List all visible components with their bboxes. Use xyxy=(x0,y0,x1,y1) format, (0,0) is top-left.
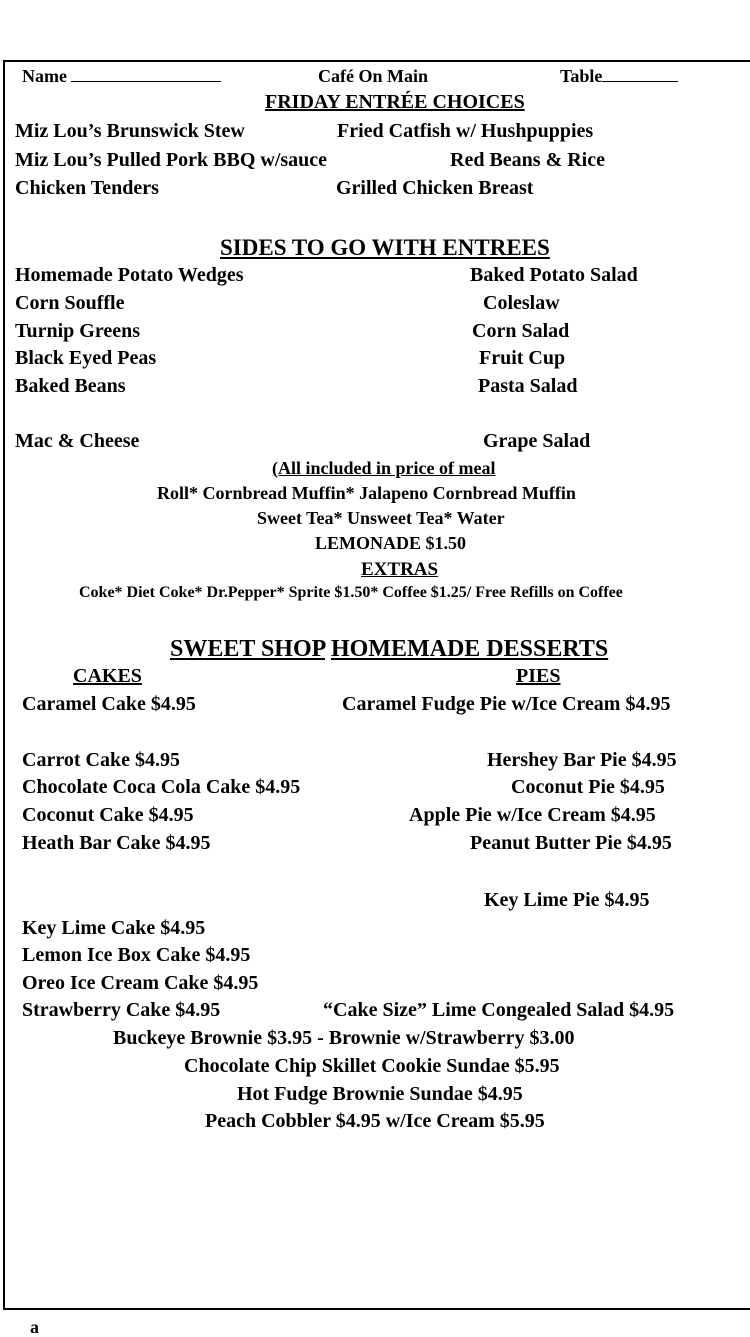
included-title: (All included in price of meal xyxy=(272,458,496,478)
side-item: Fruit Cup xyxy=(479,347,566,369)
special-item: Buckeye Brownie $3.95 - Brownie w/Strawberry $3.00 xyxy=(113,1027,575,1049)
sides-title: SIDES TO GO WITH ENTREES xyxy=(220,235,550,260)
pie-item: “Cake Size” Lime Congealed Salad $4.95 xyxy=(323,999,675,1021)
name-blank[interactable] xyxy=(71,67,221,82)
pies-title: PIES xyxy=(516,665,561,687)
side-item: Corn Salad xyxy=(472,320,570,342)
side-item: Black Eyed Peas xyxy=(15,347,157,369)
entree-item: Chicken Tenders xyxy=(15,177,159,199)
side-item: Pasta Salad xyxy=(478,375,578,397)
entree-item: Red Beans & Rice xyxy=(450,149,605,171)
side-item: Corn Souffle xyxy=(15,292,125,314)
footer-divider xyxy=(3,1308,750,1310)
pie-item: Hershey Bar Pie $4.95 xyxy=(487,749,677,771)
name-label: Name xyxy=(22,66,67,86)
table-label: Table xyxy=(560,66,603,86)
entree-title: FRIDAY ENTRÉE CHOICES xyxy=(265,91,525,113)
entree-item: Grilled Chicken Breast xyxy=(336,177,534,199)
cafe-name: Café On Main xyxy=(318,66,428,86)
desserts-title-part1: SWEET SHOP xyxy=(170,636,325,662)
cake-item: Oreo Ice Cream Cake $4.95 xyxy=(22,972,259,994)
name-field[interactable] xyxy=(22,67,221,85)
side-item: Mac & Cheese xyxy=(15,430,140,452)
entree-item: Fried Catfish w/ Hushpuppies xyxy=(337,120,594,142)
desserts-title xyxy=(170,637,608,661)
pie-item: Apple Pie w/Ice Cream $4.95 xyxy=(409,804,656,826)
table-blank[interactable] xyxy=(602,67,678,82)
special-item: Peach Cobbler $4.95 w/Ice Cream $5.95 xyxy=(205,1110,545,1132)
side-item: Baked Potato Salad xyxy=(470,264,638,286)
cake-item: Caramel Cake $4.95 xyxy=(22,693,196,715)
pie-item: Peanut Butter Pie $4.95 xyxy=(470,832,672,854)
pie-item: Coconut Pie $4.95 xyxy=(511,776,665,798)
cake-item: Heath Bar Cake $4.95 xyxy=(22,832,211,854)
cake-item: Key Lime Cake $4.95 xyxy=(22,917,206,939)
side-item: Baked Beans xyxy=(15,375,126,397)
side-item: Turnip Greens xyxy=(15,320,141,342)
table-field[interactable] xyxy=(560,67,678,85)
extras-title: EXTRAS xyxy=(361,559,439,580)
cake-item: Chocolate Coca Cola Cake $4.95 xyxy=(22,776,301,798)
cake-item: Coconut Cake $4.95 xyxy=(22,804,194,826)
side-item: Coleslaw xyxy=(483,292,560,314)
cake-item: Carrot Cake $4.95 xyxy=(22,749,180,771)
footer-mark: a xyxy=(30,1317,39,1337)
included-breads: Roll* Cornbread Muffin* Jalapeno Cornbread Muffin xyxy=(157,483,576,503)
pie-item: Key Lime Pie $4.95 xyxy=(484,889,650,911)
cake-item: Strawberry Cake $4.95 xyxy=(22,999,221,1021)
side-item: Homemade Potato Wedges xyxy=(15,264,244,286)
lemonade-price: LEMONADE $1.50 xyxy=(315,533,467,553)
entree-item: Miz Lou’s Pulled Pork BBQ w/sauce xyxy=(15,149,328,171)
special-item: Chocolate Chip Skillet Cookie Sundae $5.95 xyxy=(184,1055,560,1077)
pie-item: Caramel Fudge Pie w/Ice Cream $4.95 xyxy=(342,693,671,715)
desserts-title-part2: HOMEMADE DESSERTS xyxy=(330,636,609,662)
included-drinks: Sweet Tea* Unsweet Tea* Water xyxy=(257,508,505,528)
cakes-title: CAKES xyxy=(73,665,142,687)
special-item: Hot Fudge Brownie Sundae $4.95 xyxy=(237,1083,523,1105)
extras-line: Coke* Diet Coke* Dr.Pepper* Sprite $1.50* Coffee $1.25/ Free Refills on Coffee xyxy=(79,584,623,601)
cake-item: Lemon Ice Box Cake $4.95 xyxy=(22,944,251,966)
entree-item: Miz Lou’s Brunswick Stew xyxy=(15,120,245,142)
side-item: Grape Salad xyxy=(483,430,591,452)
